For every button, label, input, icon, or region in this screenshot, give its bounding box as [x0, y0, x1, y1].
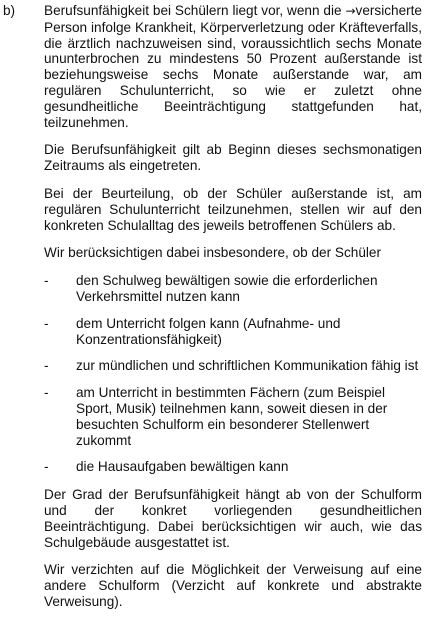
criteria-list	[44, 273, 422, 475]
list-item	[44, 316, 422, 348]
dash-bullet: -	[44, 459, 49, 475]
dash-bullet: -	[44, 358, 49, 374]
definition-paragraph	[44, 3, 422, 130]
list-item-text: die Hausaufgaben bewältigen kann	[76, 459, 289, 475]
list-item	[44, 273, 422, 305]
dash-bullet: -	[44, 385, 49, 401]
criteria-intro-paragraph: Wir berücksichtigen dabei insbesondere, ob der Schüler	[44, 245, 382, 261]
list-item	[44, 358, 422, 374]
list-item-text: dem Unterricht folgen kann (Aufnahme- und Konzentrationsfähigkeit)	[76, 315, 341, 347]
onset-paragraph: Die Berufsunfähigkeit gilt ab Beginn dieses sechsmonatigen Zeitraums als eingetreten.	[44, 142, 422, 174]
list-item-text: zur mündlichen und schriftlichen Kommunikation fähig ist	[76, 358, 419, 374]
definition-text-start: Berufsunfähigkeit bei Schülern liegt vor, wenn die	[44, 3, 346, 18]
waiver-paragraph: Wir verzichten auf die Möglichkeit der Verweisung auf eine andere Schulform (Verzicht auf konkrete und abstrakte Verweisung).	[44, 562, 422, 609]
section-marker: b)	[3, 3, 16, 18]
list-item-text: am Unterricht in bestimmten Fächern (zum Beispiel Sport, Musik) teilnehmen kann, soweit diesen in der besuchten Schulform ein besonderer Stellenwert zukommt	[76, 385, 388, 448]
dash-bullet: -	[44, 273, 49, 289]
cross-reference-arrow-icon: →	[345, 4, 356, 18]
list-item-text: den Schulweg bewältigen sowie die erforderlichen Verkehrsmittel nutzen kann	[76, 273, 378, 304]
degree-paragraph: Der Grad der Berufsunfähigkeit hängt ab von der Schulform und der konkret vorliegenden gesundheitlichen Beeinträchtigung. Dabei berücksichtigen wir auch, wie das Schulgebäude ausgestattet ist.	[44, 487, 422, 550]
assessment-paragraph: Bei der Beurteilung, ob der Schüler außerstande ist, am regulären Schulunterricht teilzunehmen, stellen wir auf den konkreten Schulalltag des jeweils betroffenen Schülers ab.	[44, 185, 422, 233]
definition-text-rest: versicherte Person infolge Krankheit, Körperverletzung oder Kräfteverfalls, die ärztlich nachzuweisen sind, voraussichtlich sechs Monate ununterbrochen zu mindestens 50 Prozent außerstande ist beziehungsweise sechs Monate außerstande war, am regulären Schulunterricht, so wie er zuletzt ohne gesundheitliche Beeinträchtigung stattgefunden hat, teilzunehmen.	[44, 3, 422, 130]
list-item	[44, 459, 422, 475]
list-item	[44, 385, 422, 448]
dash-bullet: -	[44, 315, 49, 331]
section-body	[44, 3, 422, 622]
